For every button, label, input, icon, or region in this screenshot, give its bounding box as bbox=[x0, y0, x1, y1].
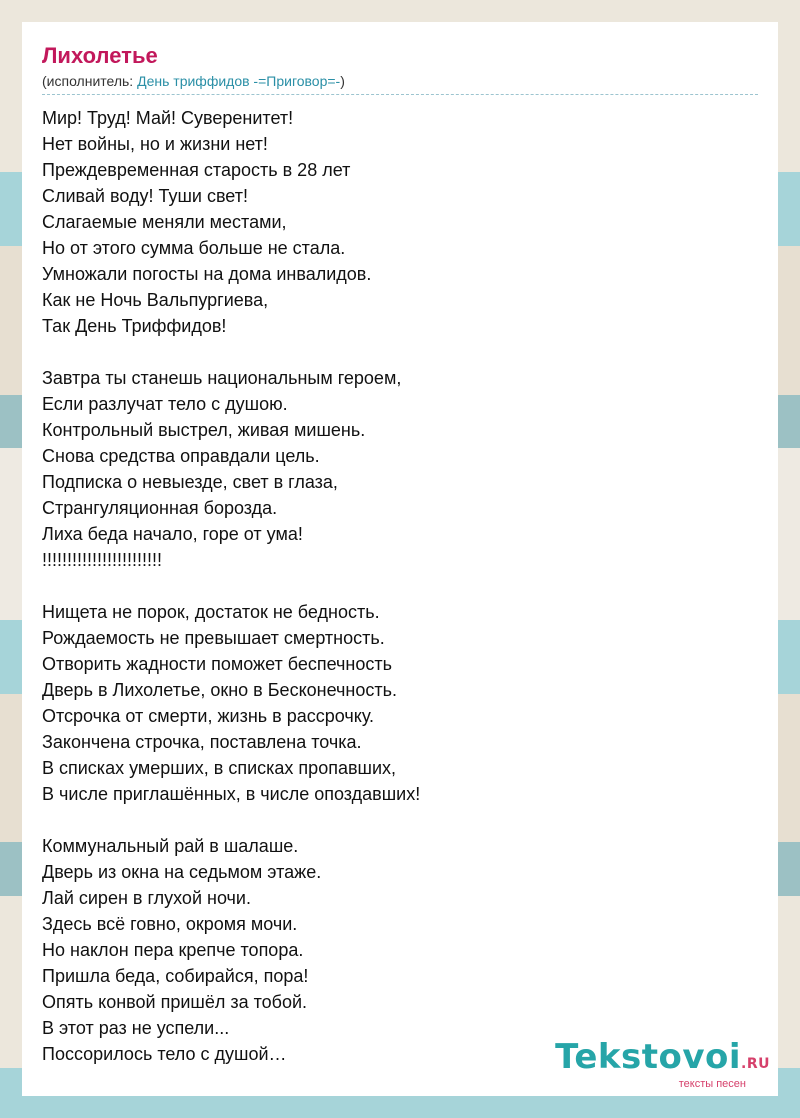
lyric-line: Подписка о невыезде, свет в глаза, bbox=[42, 472, 338, 492]
lyric-line: Умножали погосты на дома инвалидов. bbox=[42, 264, 372, 284]
stanza bbox=[42, 833, 758, 1067]
lyric-line: Дверь в Лихолетье, окно в Бесконечность. bbox=[42, 680, 397, 700]
lyric-line: Поссорилось тело с душой… bbox=[42, 1044, 287, 1064]
lyric-line: Рождаемость не превышает смертность. bbox=[42, 628, 385, 648]
lyric-line: Странгуляционная борозда. bbox=[42, 498, 278, 518]
song-title: Лихолетье bbox=[42, 43, 158, 68]
lyric-line: Лиха беда начало, горе от ума! bbox=[42, 524, 303, 544]
lyric-line: Слагаемые меняли местами, bbox=[42, 212, 287, 232]
stanza bbox=[42, 599, 758, 807]
lyric-line: Здесь всё говно, окромя мочи. bbox=[42, 914, 298, 934]
lyric-line: Мир! Труд! Май! Суверенитет! bbox=[42, 108, 294, 128]
lyric-line: Преждевременная старость в 28 лет bbox=[42, 160, 351, 180]
lyric-line: Нищета не порок, достаток не бедность. bbox=[42, 602, 380, 622]
lyrics-body bbox=[42, 105, 758, 1067]
stanza bbox=[42, 365, 758, 573]
artist-suffix: ) bbox=[340, 73, 345, 89]
lyric-line: Лай сирен в глухой ночи. bbox=[42, 888, 251, 908]
lyric-line: Сливай воду! Туши свет! bbox=[42, 186, 248, 206]
lyric-line: В списках умерших, в списках пропавших, bbox=[42, 758, 397, 778]
lyric-line: Контрольный выстрел, живая мишень. bbox=[42, 420, 366, 440]
lyric-line: Коммунальный рай в шалаше. bbox=[42, 836, 299, 856]
site-logo[interactable] bbox=[555, 1039, 770, 1090]
lyric-line: Но от этого сумма больше не стала. bbox=[42, 238, 346, 258]
lyric-line: Опять конвой пришёл за тобой. bbox=[42, 992, 308, 1012]
lyric-line: Отворить жадности поможет беспечность bbox=[42, 654, 392, 674]
lyric-line: Дверь из окна на седьмом этаже. bbox=[42, 862, 322, 882]
lyric-line: Отсрочка от смерти, жизнь в рассрочку. bbox=[42, 706, 375, 726]
logo-tld: .RU bbox=[741, 1056, 770, 1072]
lyric-line: Нет войны, но и жизни нет! bbox=[42, 134, 268, 154]
lyric-line: Как не Ночь Вальпургиева, bbox=[42, 290, 269, 310]
lyric-line: Так День Триффидов! bbox=[42, 316, 227, 336]
artist-line bbox=[42, 72, 758, 95]
lyric-line: В числе приглашённых, в числе опоздавших! bbox=[42, 784, 421, 804]
lyric-line: Завтра ты станешь национальным героем, bbox=[42, 368, 402, 388]
lyric-line: В этот раз не успели... bbox=[42, 1018, 230, 1038]
lyric-line: Пришла беда, собирайся, пора! bbox=[42, 966, 309, 986]
lyric-line: Но наклон пера крепче топора. bbox=[42, 940, 304, 960]
artist-link[interactable]: День триффидов -=Приговор=- bbox=[137, 73, 341, 89]
lyrics-card bbox=[22, 22, 778, 1096]
stanza bbox=[42, 105, 758, 339]
lyric-line: Если разлучат тело с душою. bbox=[42, 394, 288, 414]
lyric-line: Снова средства оправдали цель. bbox=[42, 446, 320, 466]
lyric-line: Закончена строчка, поставлена точка. bbox=[42, 732, 362, 752]
logo-tagline: тексты песен bbox=[678, 1078, 746, 1090]
lyric-line: !!!!!!!!!!!!!!!!!!!!!!!! bbox=[42, 550, 163, 570]
artist-prefix: (исполнитель: bbox=[42, 73, 138, 89]
logo-text: Tekstovoi bbox=[555, 1037, 742, 1077]
